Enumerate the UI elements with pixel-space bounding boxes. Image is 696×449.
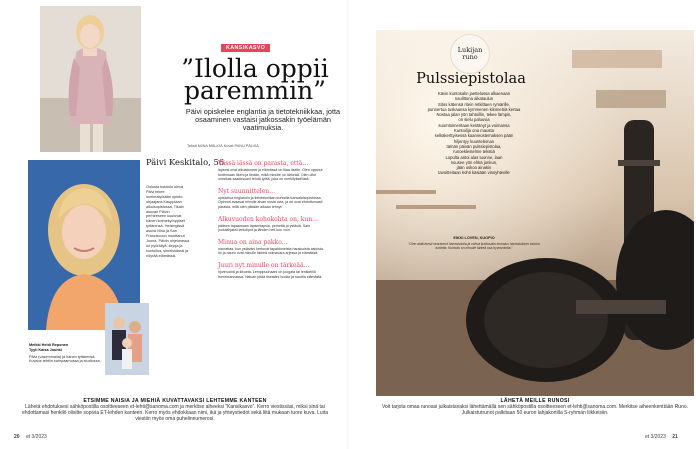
right-page-number — [645, 434, 678, 440]
poem-body — [396, 91, 552, 176]
poem-line: Nostaa jalan yön tahtoillin, tekee lämpin, — [436, 112, 512, 118]
qa-answer: opiskelua englannin ja tietotekniikan kurssilla kansalaisopistossa. Opinnot avaavat minulle aivan uusia ovia, ja ne ovat ehdottomasti parasta, mitä olen pitkään aikaan tehnyt. — [218, 195, 323, 209]
article-lead: Päivi opiskelee englantia ja tietotekniikkaa, jotta osaaminen vastaisi jatkossakin työelämän vaatimuksia. — [185, 107, 341, 133]
left-footer — [14, 398, 336, 422]
poem-line: naulittuna aikataulun — [454, 96, 494, 102]
reader-poem-badge — [450, 34, 490, 74]
kicker-badge: KANSIKASVO — [221, 44, 270, 52]
poem-line: tavoitteitaan kohti käsiään vinoyhteelle — [438, 170, 510, 176]
poem-line: on sielu paluuvia — [458, 117, 490, 123]
poem-line: hiljentyy kuunteleman — [453, 138, 495, 144]
qa-heading: Minua on aina pakko… — [218, 238, 288, 246]
title-line-1: ”Ilolla oppii — [181, 54, 329, 83]
poem-line: Kävin kuntosalin jaettelussa alkaenaan — [437, 91, 511, 96]
left-page-number — [14, 434, 47, 440]
qa-answer: pääsen tapaamaan lapsenlapsia, perhettä ja ystäviä. Sain joululahjaksi lentoliput ja lähden heti kun voin. — [218, 223, 311, 233]
poem-line: Lopulta antoi alas tuonne, laan — [445, 154, 503, 160]
title-line-2: paremmin” — [184, 76, 326, 105]
woman-standing-illustration — [40, 6, 141, 152]
caption-makeup: Meikki Heidi Reponen — [29, 343, 69, 347]
qa-answer: naurattaa, kun ystäväni kertovat tapahtuneista hauskoista asioista. Ilo ja nauru ovat minulle tärkeä voimavara arjessa ja elämässä. — [218, 246, 324, 256]
qa-answer: hyvinvointi ja liikunta. Lempipuuhaani on joogata tai lenkkeillä merenrannassa. Haluan pitää itsestäni huolta ja nauttia elämästä. — [218, 269, 323, 279]
article-title — [160, 54, 350, 105]
page-number: 21 — [672, 434, 678, 440]
poem-line: selkäkerttyisessä kaarveostemaksen pään — [434, 133, 514, 139]
left-footer-text: Lähetä ehdotuksesi sähköpostilla osoitteeseen et-lehti@sanoma.com ja merkitse aiheeksi ”Kansikasvo”. Kerro viestissäsi, miksi sinä tai ehdottamasi henkilö olisitte sopivia ET-lehden kanteen. Kerro myös ehdokkaan nimi, ikä ja yhteystiedot sekä liitä mukaan tuore kuva. Luita viestiin myös oma puhelinnumerosi. — [21, 404, 328, 422]
portrait-photo-top — [40, 6, 141, 152]
family-illustration — [105, 303, 149, 375]
right-footer-heading: LÄHETÄ MEILLE RUNOSI — [500, 398, 570, 404]
poem-line: punnertua tuskaansa kymmenen kilometriä kertaa — [427, 106, 521, 112]
page-spine — [347, 0, 349, 449]
badge-line-1: Lukijan — [457, 46, 483, 54]
poem-line: Kuntoilija ona mausta — [453, 128, 495, 134]
left-footer-heading: ETSIMME NAISIA JA MIEHIÄ KUVATTAVAKSI LEHTEMME KANTEEN — [83, 398, 267, 404]
poem-note: ”Olen aktiivisesti seurannut harrastuksia ja vahva kuntosalin innostus harrastuksen tuomia tunteita. Kuntoilu on minulle tärkeä osa hyvinvointia.” — [408, 242, 540, 251]
poem-title: Pulssiepistolaa — [416, 71, 526, 87]
right-footer-text: Voit tarjota omaa runoasi julkaistavaksi lähettämällä sen sähköpostilla osoitteeseen et-lehti@sanoma.com. Merkitse aiheenkenttään Runo. Julkaistutrunot palkitaan 50 euron lahjakortilla S-ryhmän liikkeisiin. — [381, 404, 689, 416]
qa-column — [218, 160, 324, 279]
page-number: 20 — [14, 434, 20, 440]
magazine-issue: et 3/2023 — [645, 434, 666, 440]
badge-line-2: runo — [462, 53, 478, 61]
byline: Teksti NIINA MÄLKIÄ Kuvat PANU PÄLVIÄ — [187, 144, 259, 148]
qa-heading: Tässä iässä on parasta, että… — [218, 160, 309, 167]
photo-caption — [29, 343, 103, 364]
poem-line: tämän päivän pulssiepistolaa, — [446, 143, 502, 149]
poem-line: Sitos kätensä ritein retkittaen rymärille, — [438, 101, 510, 107]
poem-author: EIKKI LOVEN, KUOPIO — [453, 236, 495, 240]
poem-line: suomtoimentaan kestänyt ja voimansa — [438, 122, 510, 128]
caption-text: Päivi (vasemmalla) ja hänen tyttärensä. Kuvaus tehtiin kampaamossa ja studiossa. — [29, 354, 101, 364]
poem-line: runoeklestelme tekstiä — [453, 149, 495, 155]
qa-heading: Alkuvuoden kohokohta on, kun… — [218, 215, 319, 223]
magazine-issue: et 3/2023 — [25, 434, 47, 440]
family-photo-small — [105, 303, 149, 375]
right-footer — [376, 398, 694, 416]
poem-line: jään uskoo ainakin — [456, 165, 492, 171]
qa-heading: Juuri nyt minulle on tärkeää… — [218, 261, 310, 269]
caption-style: Tyyli Kaisa Jouhki — [29, 347, 62, 352]
qa-heading: Nyt suunnittelen… — [218, 187, 276, 195]
poem-line: nousee yön ehkä jonkun, — [450, 159, 498, 165]
sidebar-bio: Oulusta kotoisin oleva Päivi tekee unelmatyötään opinto-ohjaajana Kauppiaan aikuisopistossa, Tikain asuvan Päivin perheeseen kuuluvat hänen kolmekymppiset tyttärensä, Helsingissä asuva Nina ja San Franciscoon muuttanut Joona. Päivin ohjelmassa on pyöräilyä, kirjoja ja kuntoilua, simeiskässä ja nöyrää elämässä. — [146, 185, 190, 258]
person-name: Päivi Keskitalo, 56 — [146, 157, 225, 167]
qa-answer: lapsesi ovat aikuistuneet ja elämässä on tilaa itselle. Olen oppinut tuntemaan itseni ja tiedän, mikä minulle on tärkeää. Olen ollut onnekas saadessani tehdä työtä, joka on merkityksellistä. — [218, 168, 323, 182]
